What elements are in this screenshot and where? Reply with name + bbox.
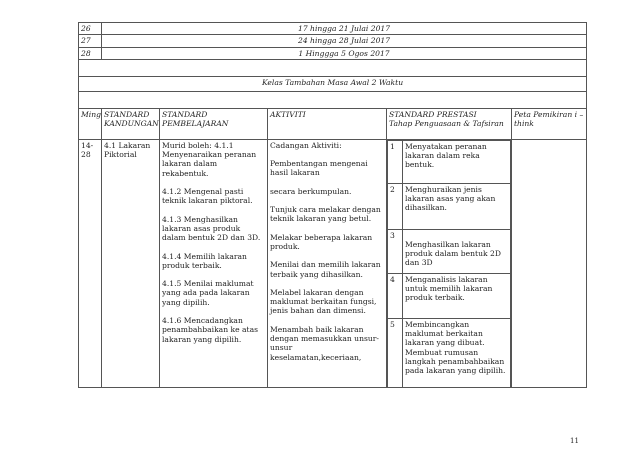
ming-cell: 14- 28 bbox=[79, 139, 102, 387]
pembelajaran-item: 4.1.4 Memilih lakaran produk terbaik. bbox=[162, 251, 247, 270]
pembelajaran-cell bbox=[160, 139, 268, 387]
aktiviti-item: Menambah baik lakaran dengan memasukkan unsur-unsur keselamatan,keceriaan, bbox=[270, 324, 379, 362]
aktiviti-item: Cadangan Aktiviti: bbox=[270, 140, 342, 150]
pembelajaran-item: Murid boleh: 4.1.1 Menyenaraikan peranan lakaran dalam rekabentuk. bbox=[162, 140, 257, 178]
pembelajaran-item: 4.1.5 Menilai maklumat yang ada pada lakaran yang dipilih. bbox=[162, 279, 254, 307]
spacer-row bbox=[79, 91, 587, 108]
aktiviti-cell bbox=[268, 139, 387, 387]
aktiviti-item: Melakar beberapa lakaran produk. bbox=[270, 232, 373, 251]
prestasi-level-text: Menghuraikan jenis lakaran asas yang akan dihasilkan. bbox=[403, 183, 511, 229]
prestasi-level-number: 1 bbox=[388, 140, 403, 183]
week-date: 24 hingga 28 Julai 2017 bbox=[102, 35, 587, 47]
week-number: 28 bbox=[79, 47, 102, 59]
prestasi-table bbox=[387, 140, 511, 387]
pembelajaran-item: 4.1.2 Mengenal pasti teknik lakaran piktoral. bbox=[162, 187, 253, 206]
header-aktiviti: AKTIVITI bbox=[268, 108, 387, 139]
aktiviti-item: Menilai dan memilih lakaran terbaik yang dihasilkan. bbox=[270, 260, 381, 279]
week-row bbox=[79, 47, 587, 59]
spacer-row bbox=[79, 59, 587, 76]
aktiviti-item: Melabel lakaran dengan maklumat berkaitan fungsi, jenis bahan dan dimensi. bbox=[270, 287, 377, 316]
week-number: 26 bbox=[79, 23, 102, 35]
header-row bbox=[79, 108, 587, 139]
header-standard-prestasi bbox=[387, 108, 512, 139]
prestasi-cell bbox=[387, 139, 512, 387]
prestasi-level-number: 5 bbox=[388, 318, 403, 387]
spacer-cell bbox=[79, 59, 587, 76]
header-peta-pemikiran: Peta Pemikiran i –think bbox=[512, 108, 587, 139]
banner-row bbox=[79, 76, 587, 91]
week-number: 27 bbox=[79, 35, 102, 47]
content-row bbox=[79, 139, 587, 387]
peta-pemikiran-cell bbox=[512, 139, 587, 387]
prestasi-level-text: Membincangkan maklumat berkaitan lakaran yang dibuat. Membuat rumusan langkah penambahbaikan pada lakaran yang dipilih. bbox=[403, 318, 511, 387]
pembelajaran-item: 4.1.3 Menghasilkan lakaran asas produk dalam bentuk 2D dan 3D. bbox=[162, 214, 261, 243]
kandungan-cell: 4.1 Lakaran Piktorial bbox=[102, 139, 160, 387]
prestasi-level-number: 2 bbox=[388, 183, 403, 229]
week-row bbox=[79, 23, 587, 35]
week-date: 17 hingga 21 Julai 2017 bbox=[102, 23, 587, 35]
week-row bbox=[79, 35, 587, 47]
week-date: 1 Hinggga 5 Ogos 2017 bbox=[102, 47, 587, 59]
prestasi-level-text: Menganalisis lakaran untuk memilih lakaran produk terbaik. bbox=[403, 273, 511, 318]
lesson-plan-table bbox=[78, 22, 587, 388]
aktiviti-item: secara berkumpulan. bbox=[270, 186, 352, 196]
prestasi-level-number: 3 bbox=[388, 229, 403, 273]
prestasi-level-row bbox=[388, 318, 511, 387]
aktiviti-item: Tunjuk cara melakar dengan teknik lakaran yang betul. bbox=[270, 205, 381, 224]
prestasi-level-text: Menghasilkan lakaran produk dalam bentuk 2D dan 3D bbox=[403, 229, 511, 273]
header-standard-pembelajaran: STANDARD PEMBELAJARAN bbox=[160, 108, 268, 139]
prestasi-level-row bbox=[388, 229, 511, 273]
header-standard-prestasi-sub: Tahap Penguasaan & Tafsiran bbox=[389, 119, 504, 129]
header-ming: Ming bbox=[79, 108, 102, 139]
header-standard-prestasi-title: STANDARD PRESTASI bbox=[389, 109, 477, 119]
prestasi-level-number: 4 bbox=[388, 273, 403, 318]
page-number: 11 bbox=[570, 437, 579, 445]
prestasi-level-row bbox=[388, 140, 511, 183]
prestasi-level-row bbox=[388, 183, 511, 229]
banner-cell: Kelas Tambahan Masa Awal 2 Waktu bbox=[79, 76, 587, 91]
aktiviti-item: Pembentangan mengenai hasil lakaran bbox=[270, 159, 368, 178]
header-standard-kandungan: STANDARD KANDUNGAN bbox=[102, 108, 160, 139]
prestasi-level-text: Menyatakan peranan lakaran dalam reka bentuk. bbox=[403, 140, 511, 183]
prestasi-level-row bbox=[388, 273, 511, 318]
spacer-cell bbox=[79, 91, 587, 108]
pembelajaran-item: 4.1.6 Mencadangkan penambahbaikan ke atas lakaran yang dipilih. bbox=[162, 316, 259, 344]
